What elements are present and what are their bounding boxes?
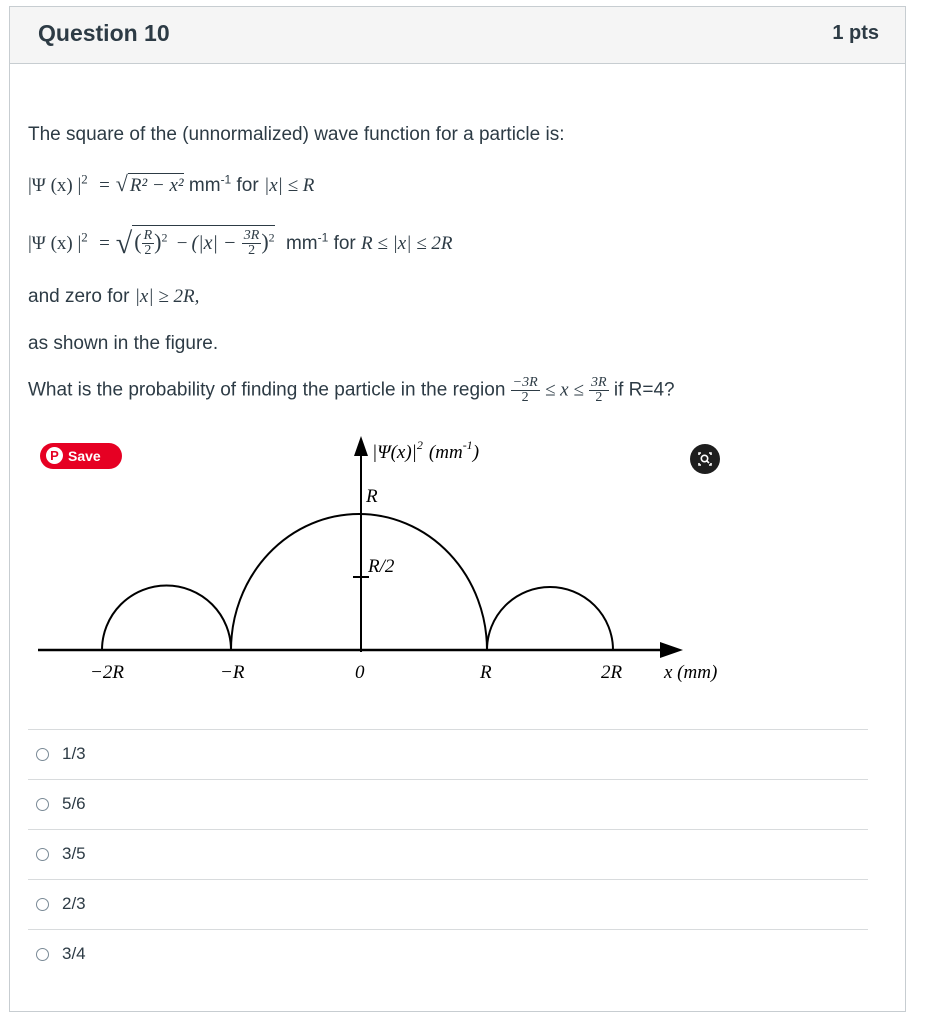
answer-option-5[interactable]	[28, 929, 868, 979]
curve-right-lobe	[487, 587, 613, 650]
answer-label: 2/3	[62, 894, 86, 913]
eq1-cond: |x| ≤ R	[263, 175, 315, 196]
answer-option-1[interactable]	[28, 729, 868, 779]
radio-button[interactable]	[36, 848, 49, 861]
save-label: Save	[68, 448, 101, 464]
sqrt-icon: √	[115, 171, 128, 196]
answer-list	[28, 729, 868, 979]
eq2-radicand: ( $\frac{R}{2}$ )$^2$ − (|x| − $\frac{3R}{2}$ )$^2$	[132, 225, 274, 258]
zero-line	[28, 286, 199, 308]
big-sqrt-icon: √	[115, 227, 133, 260]
eq2-unit-sup: -1	[317, 230, 329, 245]
answer-option-3[interactable]	[28, 829, 868, 879]
tick-label-R: R	[480, 662, 492, 683]
answer-label: 1/3	[62, 744, 86, 763]
region-frac-1: $\frac{-3R}{2}$	[512, 375, 538, 405]
region-mid: ≤ x ≤	[544, 379, 584, 401]
answer-option-2[interactable]	[28, 779, 868, 829]
eq2-sup: 2	[81, 229, 88, 245]
radio-button[interactable]	[36, 948, 49, 961]
label-R: R	[366, 486, 378, 507]
zero-cond: |x| ≥ 2R,	[134, 286, 200, 307]
tick-label-negR: −R	[220, 662, 245, 683]
zero-text: and zero for	[28, 286, 130, 307]
label-R-half: R/2	[368, 556, 395, 577]
eq2-lhs: |Ψ (x) |	[28, 233, 82, 254]
eq1-unit: mm	[188, 175, 221, 196]
eq1-radicand: R² − x²	[129, 175, 184, 196]
probability-question	[28, 376, 675, 405]
wavefunction-figure	[28, 430, 768, 695]
pinterest-icon: P	[46, 447, 63, 464]
answer-label: 3/5	[62, 844, 86, 863]
x-axis-label: x (mm)	[664, 662, 718, 683]
shown-text: as shown in the figure.	[28, 333, 219, 354]
radio-button[interactable]	[36, 748, 49, 761]
eq1-equals: =	[99, 175, 110, 196]
prob-text: What is the probability of finding the particle in the region	[28, 379, 506, 401]
visual-search-button[interactable]	[690, 444, 720, 474]
eq2-equals: =	[99, 233, 110, 254]
curve-left-lobe	[102, 586, 231, 651]
question-points: 1 pts	[832, 22, 879, 44]
y-axis-label: $|\Psi(x)|^2$ $(mm^{-1})$	[372, 438, 480, 463]
eq2-frac-1: $\frac{R}{2}$	[143, 228, 153, 259]
eq2-frac-2: $\frac{3R}{2}$	[243, 228, 260, 259]
question-intro: The square of the (unnormalized) wave function for a particle is:	[28, 124, 565, 145]
lens-icon	[690, 444, 720, 474]
question-header	[10, 7, 905, 64]
eq1-sup: 2	[81, 171, 88, 187]
tick-label-2R: 2R	[601, 662, 623, 683]
eq1-lhs: |Ψ (x) |	[28, 175, 82, 196]
answer-label: 3/4	[62, 944, 86, 963]
equation-2	[28, 225, 452, 261]
eq2-minus: −	[176, 233, 188, 254]
eq1-unit-sup: -1	[220, 172, 232, 187]
eq2-cond: R ≤ |x| ≤ 2R	[361, 233, 453, 254]
pinterest-save-button[interactable]	[40, 443, 122, 469]
equation-1	[28, 171, 314, 197]
eq2-inner: (|x| −	[191, 232, 237, 254]
radio-button[interactable]	[36, 798, 49, 811]
answer-option-4[interactable]	[28, 879, 868, 929]
y-axis-arrow	[354, 436, 368, 456]
tick-label-zero: 0	[355, 662, 365, 683]
question-title: Question 10	[38, 20, 170, 46]
answer-label: 5/6	[62, 794, 86, 813]
x-axis-arrow	[660, 642, 683, 658]
region-tail: if R=4?	[613, 379, 675, 401]
eq2-unit: mm	[285, 233, 318, 254]
eq1-for: for	[236, 175, 259, 196]
eq2-for: for	[333, 233, 356, 254]
radio-button[interactable]	[36, 898, 49, 911]
region-frac-2: $\frac{3R}{2}$	[591, 375, 607, 405]
curve-center-lobe	[231, 514, 487, 650]
tick-label-neg2R: −2R	[90, 662, 124, 683]
